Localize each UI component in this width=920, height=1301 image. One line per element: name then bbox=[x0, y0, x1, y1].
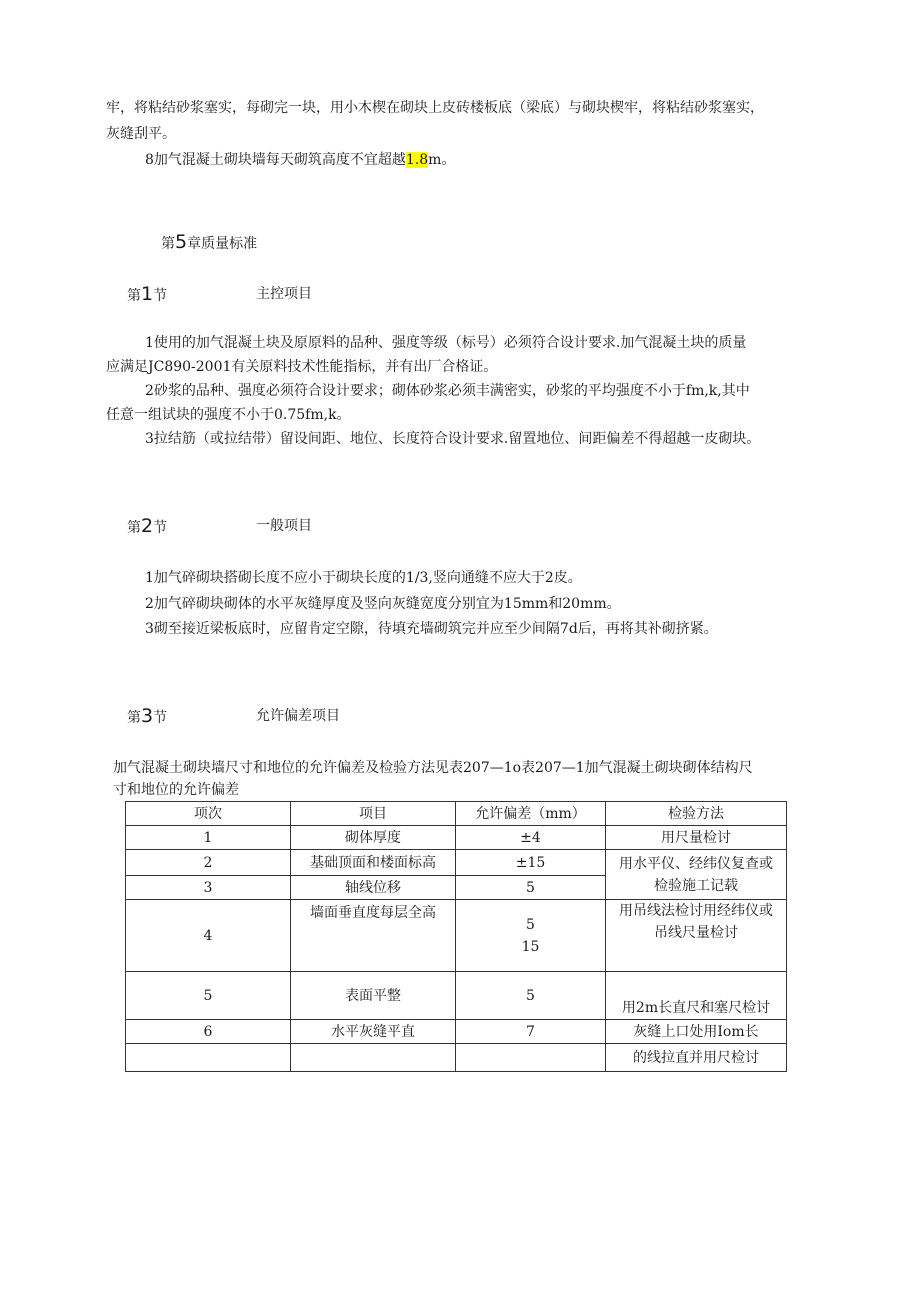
row-method: 用尺量检讨 bbox=[606, 826, 787, 850]
paragraph-line: 牢，将粘结砂浆塞实，每砌完一块，用小木楔在砌块上皮砖楼板底（梁底）与砌块楔牢，将粘结砂浆塞实， bbox=[106, 100, 764, 116]
list-item: 任意一组试块的强度不小于0.75fm,k。 bbox=[106, 407, 351, 423]
row-item: 水平灰缝平直 bbox=[291, 1020, 456, 1044]
deviation-line: 5 bbox=[526, 916, 535, 933]
row-item: 墙面垂直度每层全高 bbox=[291, 900, 456, 972]
table-row bbox=[126, 1020, 787, 1044]
method-line: 用吊线法检讨用经纬仪或 bbox=[619, 903, 773, 919]
method-line: 检验施工记载 bbox=[654, 877, 738, 894]
row-deviation: ±15 bbox=[456, 850, 606, 876]
row-deviation bbox=[456, 900, 606, 972]
row-deviation bbox=[456, 1044, 606, 1072]
list-item bbox=[145, 150, 455, 170]
chapter-number: 5 bbox=[175, 231, 188, 253]
table-row bbox=[126, 900, 787, 972]
list-item: 2加气碎砌块砌体的水平灰缝厚度及竖向灰缝宽度分别宜为15mm和20mm。 bbox=[145, 596, 621, 612]
header-cell: 允许偏差（mm） bbox=[456, 802, 606, 826]
row-deviation: 5 bbox=[456, 972, 606, 1020]
row-item bbox=[291, 1044, 456, 1072]
table-intro: 寸和地位的允许偏差 bbox=[113, 782, 239, 798]
row-number: 4 bbox=[126, 900, 291, 972]
deviation-table bbox=[125, 801, 787, 1072]
deviation-line: 15 bbox=[521, 938, 540, 955]
header-cell: 项次 bbox=[126, 802, 291, 826]
row-item: 基础顶面和楼面标高 bbox=[291, 850, 456, 876]
table-row bbox=[126, 1044, 787, 1072]
table-header-row bbox=[126, 802, 787, 826]
list-item: 应满足JC890-2001有关原料技术性能指标，并有出厂合格证。 bbox=[106, 359, 498, 375]
section-number: 2 bbox=[141, 515, 154, 537]
section-suffix: 节 bbox=[153, 520, 168, 536]
row-method: 的线拉直并用尺检讨 bbox=[606, 1044, 787, 1072]
section-heading bbox=[127, 706, 167, 728]
list-item: 1使用的加气混凝土块及原原料的品种、强度等级（标号）必须符合设计要求.加气混凝土块的质量 bbox=[145, 335, 747, 351]
section-heading bbox=[127, 284, 167, 306]
header-cell: 检验方法 bbox=[606, 802, 787, 826]
table-row bbox=[126, 850, 787, 876]
row-method bbox=[606, 850, 787, 900]
row-item: 表面平整 bbox=[291, 972, 456, 1020]
section-prefix: 第 bbox=[127, 288, 141, 304]
header-cell: 项目 bbox=[291, 802, 456, 826]
row-number: 6 bbox=[126, 1020, 291, 1044]
table-intro: 加气混凝土砌块墙尺寸和地位的允许偏差及检验方法见表207—1o表207—1加气混凝土砌块砌体结构尺 bbox=[113, 760, 753, 776]
row-item: 轴线位移 bbox=[291, 876, 456, 900]
row-method: 灰缝上口处用Iom长 bbox=[606, 1020, 787, 1044]
row-number: 1 bbox=[126, 826, 291, 850]
table-row bbox=[126, 826, 787, 850]
section-prefix: 第 bbox=[127, 520, 141, 536]
section-number: 1 bbox=[141, 283, 154, 305]
chapter-title: 章质量标准 bbox=[187, 236, 258, 252]
section-suffix: 节 bbox=[153, 710, 168, 726]
row-number bbox=[126, 1044, 291, 1072]
row-deviation: 5 bbox=[456, 876, 606, 900]
list-item: 3砌至接近梁板底时，应留肯定空隙，待填充墙砌筑完并应至少间隔7d后，再将其补砌挤紧。 bbox=[145, 621, 718, 637]
row-number: 5 bbox=[126, 972, 291, 1020]
section-heading bbox=[127, 516, 167, 538]
row-method: 用2m长直尺和塞尺检讨 bbox=[606, 972, 787, 1020]
section-title: 主控项目 bbox=[256, 286, 312, 302]
list-item: 3拉结筋（或拉结带）留设间距、地位、长度符合设计要求.留置地位、间距偏差不得超越一皮砌块。 bbox=[145, 431, 761, 447]
paragraph-line: 灰缝刮平。 bbox=[106, 126, 176, 142]
row-number: 3 bbox=[126, 876, 291, 900]
method-line: 吊线尺量检讨 bbox=[654, 925, 738, 941]
list-item: 1加气碎砌块搭砌长度不应小于砌块长度的1/3,竖向通缝不应大于2皮。 bbox=[145, 570, 582, 586]
table-row bbox=[126, 972, 787, 1020]
item-text: 8加气混凝土砌块墙每天砌筑高度不宜超越 bbox=[145, 152, 406, 168]
row-deviation: 7 bbox=[456, 1020, 606, 1044]
chapter-heading bbox=[161, 232, 257, 254]
section-suffix: 节 bbox=[153, 288, 168, 304]
row-method bbox=[606, 900, 787, 972]
list-item: 2砂浆的品种、强度必须符合设计要求；砌体砂浆必须丰满密实，砂浆的平均强度不小于fm,k,其中 bbox=[145, 383, 750, 399]
highlighted-value: 1.8 bbox=[405, 152, 429, 168]
row-item: 砌体厚度 bbox=[291, 826, 456, 850]
section-number: 3 bbox=[141, 705, 154, 727]
row-number: 2 bbox=[126, 850, 291, 876]
section-title: 一般项目 bbox=[256, 518, 312, 534]
section-prefix: 第 bbox=[127, 710, 141, 726]
method-line: 用水平仪、经纬仪复查或 bbox=[619, 855, 773, 872]
section-title: 允许偏差项目 bbox=[256, 708, 340, 724]
row-deviation: ±4 bbox=[456, 826, 606, 850]
item-text: m。 bbox=[428, 152, 456, 168]
chapter-prefix: 第 bbox=[161, 236, 175, 252]
